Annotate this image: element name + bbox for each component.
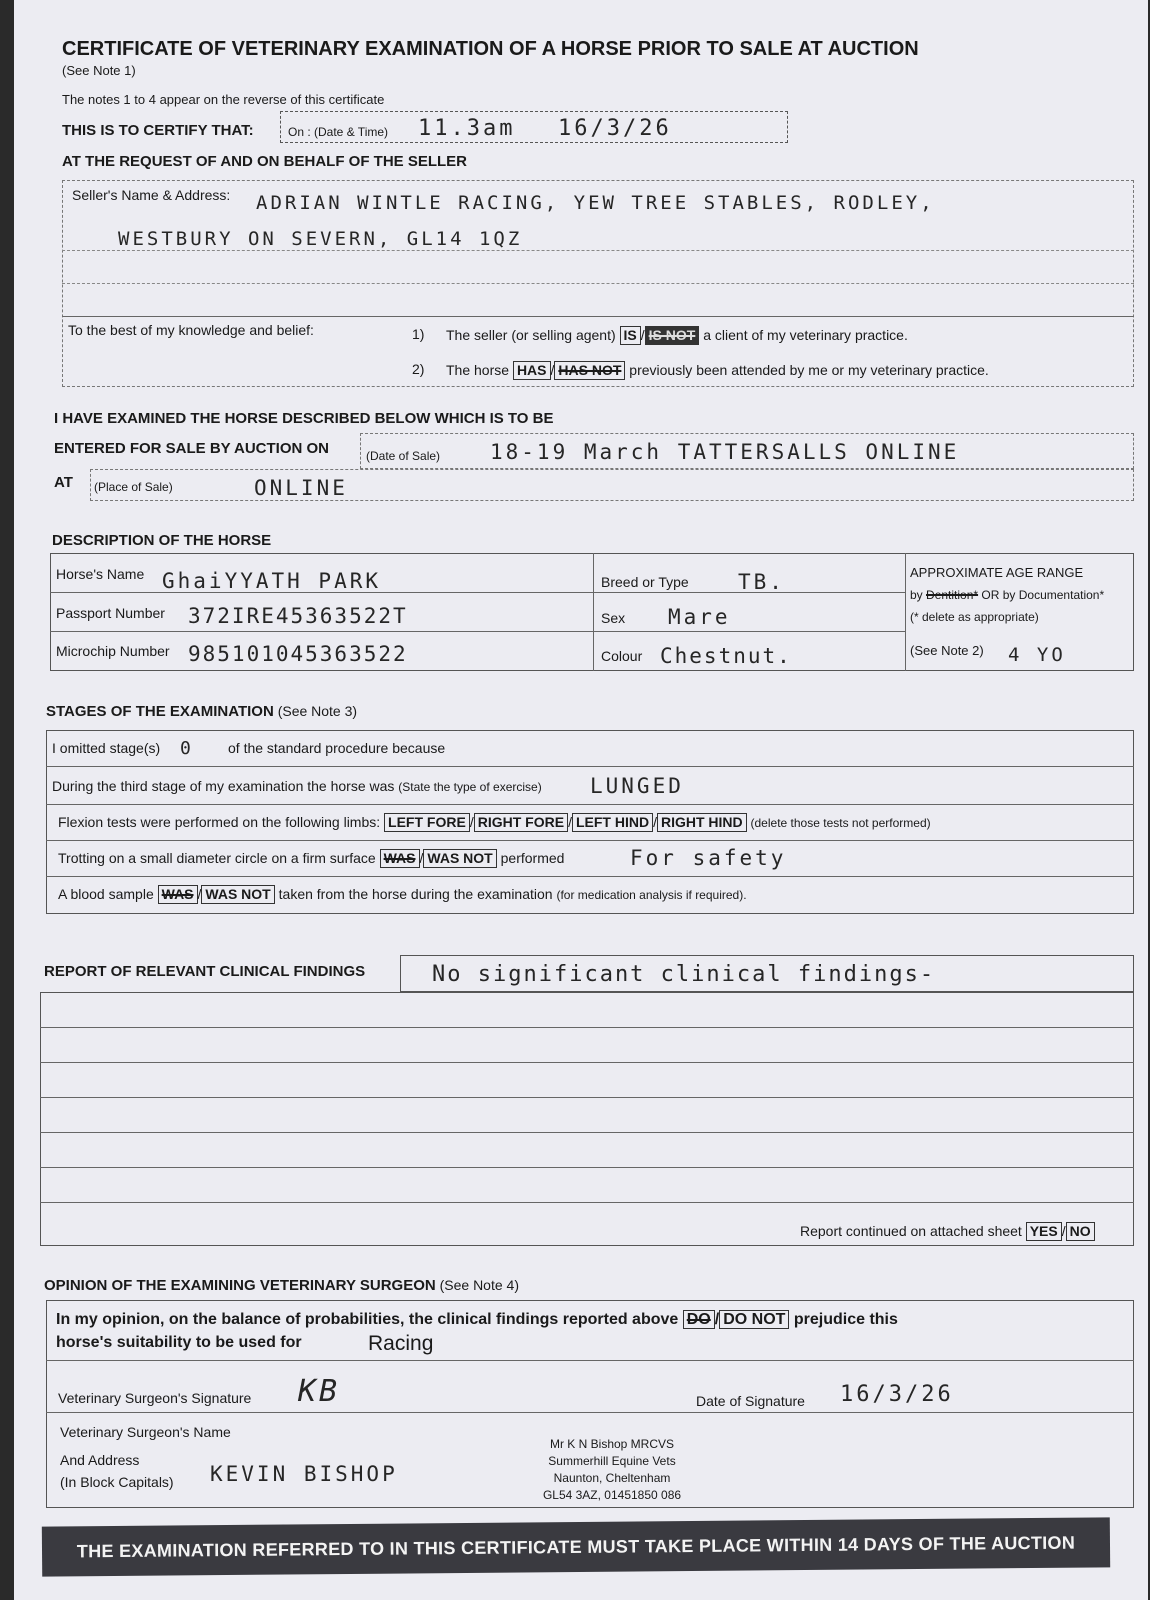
signature-value[interactable]: KB: [298, 1374, 341, 1409]
sex-label: Sex: [601, 610, 626, 626]
vet-caps-label: (In Block Capitals): [60, 1474, 174, 1490]
vet-name-value[interactable]: KEVIN BISHOP: [210, 1462, 398, 1486]
blood-was-option-deleted[interactable]: WAS: [158, 885, 198, 904]
intended-use[interactable]: Racing: [368, 1332, 434, 1355]
report-label: REPORT OF RELEVANT CLINICAL FINDINGS: [44, 963, 366, 980]
is-not-option-deleted[interactable]: IS NOT: [645, 326, 700, 345]
age-see-note: (See Note 2): [910, 643, 984, 658]
age-method: [910, 588, 1104, 602]
continued-yes-option[interactable]: YES: [1026, 1222, 1062, 1241]
blood-note: (for medication analysis if required).: [556, 888, 747, 902]
entered-label: ENTERED FOR SALE BY AUCTION ON: [54, 440, 330, 457]
flexion-row: Flexion tests were performed on the following limbs: LEFT FORE / RIGHT FORE / LEFT HIND / RIGHT HIND (delete those tests not performed): [58, 814, 931, 830]
statement-1: The seller (or selling agent) IS / IS NOT a client of my veterinary practice.: [446, 327, 908, 343]
stages-row-divider: [46, 876, 1134, 877]
stages-row-divider: [46, 766, 1134, 767]
colour-value[interactable]: Chestnut.: [660, 644, 792, 668]
seller-rule: [62, 250, 1134, 251]
statement-1-end: a client of my veterinary practice.: [703, 327, 908, 343]
blood-text: taken from the horse during the examination: [278, 886, 553, 902]
opinion-divider: [46, 1360, 1134, 1361]
age-delete-note: (* delete as appropriate): [910, 610, 1039, 624]
stages-row-divider: [46, 840, 1134, 841]
title-note: (See Note 1): [62, 63, 136, 78]
signature-date-label: Date of Signature: [696, 1393, 805, 1409]
description-heading: DESCRIPTION OF THE HORSE: [52, 532, 272, 549]
vet-address-label: And Address: [60, 1452, 140, 1468]
report-rule: [40, 1132, 1134, 1133]
trotting-label: Trotting on a small diameter circle on a firm surface: [58, 850, 376, 866]
omitted-text: of the standard procedure because: [228, 740, 446, 756]
blood-was-not-option[interactable]: WAS NOT: [201, 885, 274, 904]
third-stage-label: [52, 778, 542, 794]
sale-date-value: 18-19 March TATTERSALLS ONLINE: [490, 440, 960, 464]
certify-label: THIS IS TO CERTIFY THAT:: [62, 122, 254, 139]
signature-date-value[interactable]: 16/3/26: [840, 1382, 954, 1407]
seller-divider: [62, 316, 1134, 317]
breed-label: Breed or Type: [601, 574, 689, 590]
opinion-divider: [46, 1412, 1134, 1413]
opinion-text: In my opinion, on the balance of probabilities, the clinical findings reported above: [56, 1311, 679, 1328]
colour-label: Colour: [601, 648, 643, 664]
report-area[interactable]: [40, 992, 1134, 1246]
stamp-line: Summerhill Equine Vets: [548, 1454, 676, 1468]
seller-line-2[interactable]: WESTBURY ON SEVERN, GL14 1QZ: [118, 228, 523, 250]
report-rule: [40, 1167, 1134, 1168]
trot-reason[interactable]: For safety: [630, 846, 787, 870]
statement-1-number: 1): [412, 326, 425, 342]
stages-row-divider: [46, 804, 1134, 805]
continued-no-option[interactable]: NO: [1066, 1222, 1095, 1241]
stamp-line: GL54 3AZ, 01451850 086: [542, 1488, 682, 1502]
notes-reference: The notes 1 to 4 appear on the reverse of this certificate: [62, 92, 385, 107]
seller-line-1[interactable]: ADRIAN WINTLE RACING, YEW TREE STABLES, RODLEY,: [256, 192, 935, 214]
seller-label: Seller's Name & Address:: [72, 187, 231, 203]
report-rule: [40, 1027, 1134, 1028]
report-continued-label: Report continued on attached sheet: [800, 1223, 1022, 1239]
report-rule: [40, 1097, 1134, 1098]
stamp-line: Naunton, Cheltenham: [553, 1471, 671, 1485]
at-label: AT: [54, 474, 73, 491]
practice-stamp: [532, 1436, 692, 1504]
passport-label: Passport Number: [56, 605, 165, 621]
trot-was-option-deleted[interactable]: WAS: [380, 849, 420, 868]
report-rule: [40, 1202, 1134, 1203]
blood-label: A blood sample: [58, 886, 154, 902]
footer-notice: THE EXAMINATION REFERRED TO IN THIS CERTIFICATE MUST TAKE PLACE WITHIN 14 DAYS OF THE AUCTION: [42, 1517, 1110, 1576]
omitted-value[interactable]: 0: [180, 738, 194, 759]
report-continued-row: Report continued on attached sheet YES / NO: [800, 1222, 1095, 1241]
statement-2-number: 2): [412, 361, 425, 377]
microchip-value[interactable]: 985101045363522: [188, 642, 408, 666]
datetime-label: On : (Date & Time): [288, 125, 389, 139]
opinion-statement: In my opinion, on the balance of probabilities, the clinical findings reported above DO / DO NOT prejudice this: [56, 1311, 898, 1328]
trot-was-not-option[interactable]: WAS NOT: [423, 849, 496, 868]
passport-value[interactable]: 372IRE45363522T: [188, 604, 408, 628]
stages-heading-text: STAGES OF THE EXAMINATION: [46, 703, 274, 720]
flexion-label: Flexion tests were performed on the following limbs:: [58, 814, 381, 830]
report-rule: [40, 1062, 1134, 1063]
trotting-row: Trotting on a small diameter circle on a firm surface WAS / WAS NOT performed: [58, 850, 565, 866]
has-not-option-deleted[interactable]: HAS NOT: [554, 361, 625, 380]
omitted-label: I omitted stage(s): [52, 740, 161, 756]
age-by: by: [910, 588, 923, 602]
stages-heading-note: (See Note 3): [277, 703, 358, 719]
third-stage-note: (State the type of exercise): [398, 780, 542, 794]
statement-2: The horse HAS / HAS NOT previously been attended by me or my veterinary practice.: [446, 362, 989, 378]
statement-2-text: The horse: [446, 362, 510, 378]
examined-label: I HAVE EXAMINED THE HORSE DESCRIBED BELOW WHICH IS TO BE: [54, 410, 554, 427]
sale-place-field[interactable]: [90, 469, 1134, 501]
stages-heading: [46, 703, 357, 720]
exam-date: 16/3/26: [558, 116, 672, 141]
request-label: AT THE REQUEST OF AND ON BEHALF OF THE SELLER: [62, 153, 467, 170]
third-stage-text: During the third stage of my examination the horse was: [52, 778, 395, 794]
vet-name-label: Veterinary Surgeon's Name: [60, 1424, 231, 1440]
horse-name-label: Horse's Name: [56, 566, 145, 582]
exam-time: 11.3am: [418, 116, 516, 141]
opinion-text-end: prejudice this: [793, 1311, 898, 1328]
microchip-label: Microchip Number: [56, 643, 170, 659]
page-title: CERTIFICATE OF VETERINARY EXAMINATION OF A HORSE PRIOR TO SALE AT AUCTION: [62, 38, 919, 60]
exercise-value[interactable]: LUNGED: [590, 774, 684, 798]
age-heading: APPROXIMATE AGE RANGE: [910, 565, 1084, 580]
opinion-heading: [44, 1277, 519, 1294]
table-col-divider: [905, 553, 906, 671]
stamp-line: Mr K N Bishop MRCVS: [549, 1437, 675, 1451]
trotting-performed: performed: [500, 850, 565, 866]
signature-label: Veterinary Surgeon's Signature: [58, 1390, 252, 1406]
statement-1-text: The seller (or selling agent): [446, 327, 616, 343]
breed-value[interactable]: TB.: [738, 570, 785, 594]
sale-place-label: (Place of Sale): [94, 480, 173, 494]
age-documentation[interactable]: OR by Documentation*: [981, 588, 1105, 602]
report-findings[interactable]: No significant clinical findings-: [432, 962, 936, 987]
opinion-do-option-deleted[interactable]: DO: [683, 1310, 715, 1329]
age-value[interactable]: 4 YO: [1008, 644, 1066, 666]
table-col-divider: [593, 553, 594, 671]
opinion-line-2: horse's suitability to be used for: [56, 1334, 302, 1351]
right-fore-option[interactable]: RIGHT FORE: [474, 813, 568, 832]
sex-value[interactable]: Mare: [668, 605, 731, 629]
horse-name-value[interactable]: GhaiYYATH PARK: [162, 569, 382, 593]
blood-row: A blood sample WAS / WAS NOT taken from the horse during the examination (for medication analysis if required).: [58, 886, 747, 902]
left-fore-option[interactable]: LEFT FORE: [384, 813, 470, 832]
opinion-heading-note: (See Note 4): [439, 1277, 519, 1293]
age-dentition-deleted[interactable]: Dentition*: [926, 588, 979, 602]
seller-rule: [62, 283, 1134, 284]
statement-2-end: previously been attended by me or my veterinary practice.: [629, 362, 989, 378]
knowledge-label: To the best of my knowledge and belief:: [68, 322, 314, 338]
sale-date-label: (Date of Sale): [366, 449, 441, 463]
right-hind-option[interactable]: RIGHT HIND: [657, 813, 747, 832]
left-hind-option[interactable]: LEFT HIND: [572, 813, 653, 832]
flexion-note: (delete those tests not performed): [750, 816, 931, 830]
table-row-divider: [50, 631, 905, 632]
sale-place-value: ONLINE: [254, 476, 348, 500]
opinion-heading-text: OPINION OF THE EXAMINING VETERINARY SURGEON: [44, 1277, 436, 1294]
opinion-do-not-option[interactable]: DO NOT: [719, 1310, 789, 1329]
is-option[interactable]: IS: [620, 326, 641, 345]
has-option[interactable]: HAS: [513, 361, 551, 380]
